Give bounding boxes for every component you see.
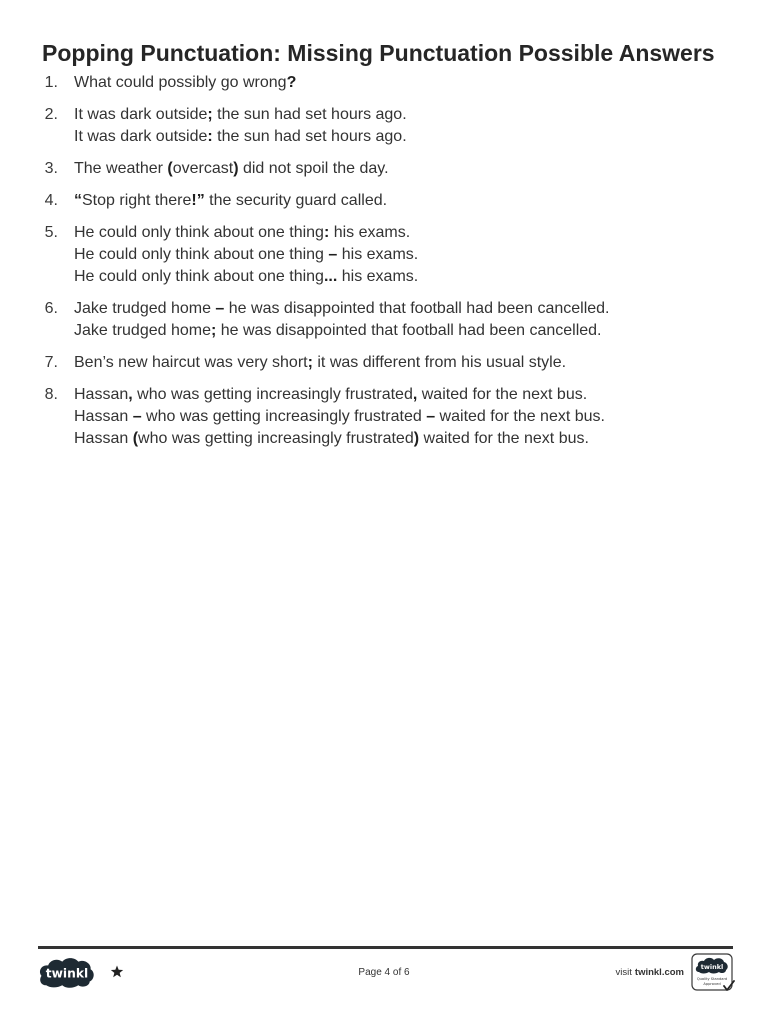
answer-text: Hassan [74,386,129,403]
punctuation-mark: – [426,408,436,425]
answer-line [74,104,768,126]
answer-text: Hassan [74,430,133,447]
answer-text: his exams. [337,268,419,285]
answer-text: What could possibly go wrong [74,74,287,91]
punctuation-mark: – [215,300,225,317]
answer-text: his exams. [329,224,411,241]
punctuation-mark: – [328,246,338,263]
item-number: 7. [44,354,58,371]
answer-text: he was disappointed that football had been cancelled. [224,300,610,317]
punctuation-mark: , [412,386,418,403]
answer-lines [74,298,768,342]
item-number: 2. [44,106,58,123]
answer-line [74,320,768,342]
answer-text: it was different from his usual style. [312,354,567,371]
answer-line [74,352,768,374]
answer-line [74,406,768,428]
answer-text: The weather [74,160,168,177]
item-number: 1. [44,74,58,91]
answer-lines [74,190,768,212]
badge-caption-line1: Quality Standard [696,977,728,981]
website-address [616,966,684,980]
punctuation-mark: : [323,224,330,241]
answer-text: the sun had set hours ago. [212,128,407,145]
answer-line [74,244,768,266]
punctuation-mark: : [207,128,213,145]
answer-item [0,104,768,148]
answer-lines [74,158,768,180]
punctuation-mark: ? [286,74,297,91]
answer-text: He could only think about one thing [74,268,324,285]
punctuation-mark: ) [413,430,420,447]
answer-text: did not spoil the day. [238,160,389,177]
item-number: 6. [44,300,58,317]
logo-text: twinkl [45,966,89,981]
answer-list [0,72,768,460]
answer-item [0,222,768,288]
answer-line [74,126,768,148]
answer-text: It was dark outside [74,128,208,145]
item-number: 4. [44,192,58,209]
answer-item [0,158,768,180]
answer-item [0,298,768,342]
answer-item [0,384,768,450]
answer-text: who was getting increasingly frustrated [132,386,413,403]
answer-line [74,72,768,94]
badge-caption-line2: Approved [703,982,721,986]
answer-text: He could only think about one thing [74,224,324,241]
answer-text: Ben’s new haircut was very short [74,354,308,371]
answer-text: Hassan [74,408,133,425]
answer-lines [74,72,768,94]
answer-text: who was getting increasingly frustrated [141,408,427,425]
answer-line [74,190,768,212]
punctuation-mark: ) [233,160,239,177]
punctuation-mark: “ [74,192,82,209]
item-number: 5. [44,224,58,241]
footer-divider [38,946,733,949]
answer-line [74,428,768,450]
answer-line [74,222,768,244]
punctuation-mark: ; [307,354,313,371]
answer-text: overcast [172,160,234,177]
answer-text: he was disappointed that football had been cancelled. [216,322,602,339]
site-name: twinkl.com [634,967,684,978]
punctuation-mark: ... [323,268,338,285]
answer-item [0,72,768,94]
quality-standard-badge [691,953,735,993]
answer-lines [74,222,768,288]
punctuation-mark: ; [207,106,213,123]
answer-item [0,352,768,374]
answer-text: waited for the next bus. [435,408,605,425]
answer-line [74,266,768,288]
punctuation-mark: , [128,386,133,403]
answer-item [0,190,768,212]
answer-text: his exams. [337,246,419,263]
punctuation-mark: ; [210,322,217,339]
answer-text: who was getting increasingly frustrated [138,430,414,447]
answer-lines [74,104,768,148]
answer-text: It was dark outside [74,106,208,123]
visit-prefix: visit [615,967,632,978]
answer-line [74,158,768,180]
answer-line [74,384,768,406]
page-number: Page 4 of 6 [358,967,410,978]
punctuation-mark: – [132,408,142,425]
answer-text: the security guard called. [204,192,388,209]
item-number: 8. [44,386,58,403]
answer-text: waited for the next bus. [417,386,588,403]
answer-text: waited for the next bus. [419,430,589,447]
answer-lines [74,352,768,374]
answer-text: He could only think about one thing [74,246,329,263]
answer-text: Jake trudged home [74,322,211,339]
punctuation-mark: ( [167,160,173,177]
answer-line [74,298,768,320]
answer-lines [74,384,768,450]
badge-logo-text: twinkl [700,963,724,971]
punctuation-mark: !” [191,192,205,209]
answer-text: Stop right there [82,192,192,209]
answer-text: Jake trudged home [74,300,216,317]
item-number: 3. [44,160,58,177]
page-title: Popping Punctuation: Missing Punctuation Possible Answers [42,40,715,66]
answer-text: the sun had set hours ago. [212,106,407,123]
punctuation-mark: ( [132,430,139,447]
